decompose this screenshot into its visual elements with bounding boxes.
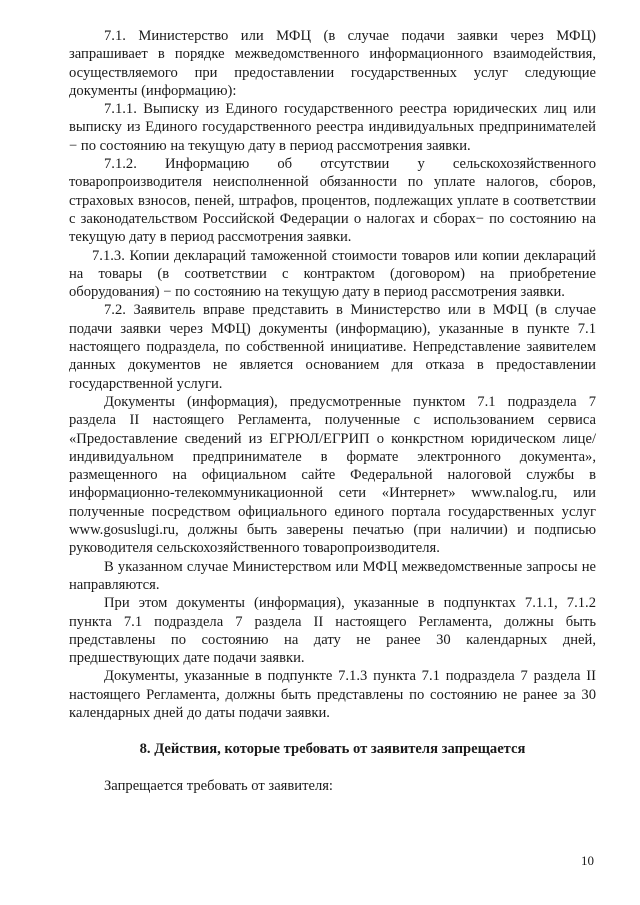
- paragraph-no-requests: В указанном случае Министерством или МФЦ межведомственные запросы не направляются.: [69, 558, 596, 593]
- page-number: 10: [581, 853, 594, 868]
- paragraph-7-1-2: 7.1.2. Информацию об отсутствии у сельскохозяйственного товаропроизводителя неисполненной обязанности по уплате налогов, сборов, страховых взносов, пеней, штрафов, процентов, подлежащих уплате в соответствии с законодательством Российской Федерации о налогах и сборах− по состоянию на текущую дату в период рассмотрения заявки.: [69, 156, 596, 246]
- paragraph-documents-egrul: Документы (информация), предусмотренные пунктом 7.1 подраздела 7 раздела II настоящего Регламента, полученные с использованием сервиса «Предоставление сведений из ЕГРЮЛ/ЕГРИП о конкрстном юридическом лице/индивидуальном предпринимателе в формате электронного документа», размещенного на официальном сайте Федеральной налоговой службы в информационно-телекоммуникационной сети «Интернет» www.nalog.ru, или полученные посредством официального единого портала государственных услуг www.gosuslugi.ru, должны быть заверены печатью (при наличии) и подписью руководителя сельскохозяйственного товаропроизводителя.: [69, 393, 596, 557]
- document-body: [69, 27, 596, 795]
- paragraph-7-1: 7.1. Министерство или МФЦ (в случае подачи заявки через МФЦ) запрашивает в порядке межведомственного информационного взаимодействия, осуществляемого при предоставлении государственных услуг следующие документы (информацию):: [69, 28, 596, 99]
- paragraph-7-2: 7.2. Заявитель вправе представить в Министерство или в МФЦ (в случае подачи заявки через МФЦ) документы (информацию), указанные в пункте 7.1 настоящего подраздела, по собственной инициативе. Непредставление заявителем данных документов не является основанием для отказа в предоставлении государственной услуги.: [69, 302, 596, 392]
- paragraph-30-days-7-1-3: Документы, указанные в подпункте 7.1.3 пункта 7.1 подраздела 7 раздела II настоящего Регламента, должны быть представлены по состоянию не ранее за 30 календарных дней до даты подачи заявки.: [69, 668, 596, 721]
- section-heading: 8. Действия, которые требовать от заявителя запрещается: [139, 741, 526, 758]
- paragraph-prohibited: Запрещается требовать от заявителя:: [104, 777, 333, 794]
- paragraph-7-1-1: 7.1.1. Выписку из Единого государственного реестра юридических лиц или выписку из Единого государственного реестра индивидуальных предпринимателей − по состоянию на текущую дату в период рассмотрения заявки.: [69, 101, 596, 154]
- paragraph-30-days-7-1-1: При этом документы (информация), указанные в подпунктах 7.1.1, 7.1.2 пункта 7.1 подраздела 7 раздела II настоящего Регламента, должны быть представлены по состоянию на дату не ранее 30 календарных дней, предшествующих дате подачи заявки.: [69, 595, 596, 667]
- paragraph-7-1-3: 7.1.3. Копии деклараций таможенной стоимости товаров или копии деклараций на товары (в соответствии с контрактом (договором) на приобретение оборудования) − по состоянию на текущую дату в период рассмотрения заявки.: [69, 247, 596, 301]
